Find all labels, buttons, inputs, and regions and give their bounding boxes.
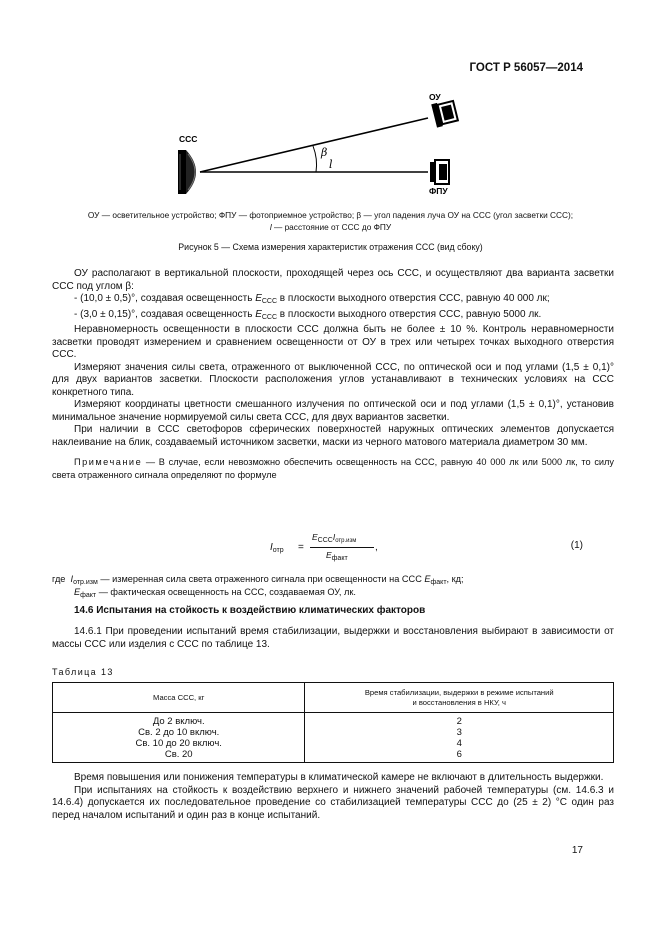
formula-i: I: [270, 542, 273, 553]
formula: [270, 530, 410, 566]
note-title: Примечание: [74, 457, 143, 467]
label-l: l: [329, 158, 333, 171]
w1-e-sub: факт: [430, 579, 447, 586]
ou-device-shape: [431, 99, 458, 128]
w2-symbol: E: [74, 587, 81, 597]
header-time-line2: и восстановления в НКУ, ч: [412, 697, 506, 707]
formula-numerator: [312, 532, 356, 544]
cell-time: 6: [305, 749, 614, 763]
note: [52, 456, 614, 481]
p2-end: в плоскости выходного отверстия ССС, равную 40 000 лк;: [277, 293, 550, 304]
num-i: I: [332, 532, 336, 542]
table-row: [53, 727, 614, 738]
fpu-device-shape: [430, 160, 449, 184]
table-header-mass: Масса ССС, кг: [53, 683, 305, 713]
legend-line-1: ОУ — осветительное устройство; ФПУ — фотоприемное устройство; β — угол падения луча ОУ на ССС (угол засветки ССС);: [87, 210, 574, 220]
figure-caption: Рисунок 5 — Схема измерения характеристик отражения ССС (вид сбоку): [178, 242, 483, 252]
den-e: E: [326, 550, 332, 560]
note-text: — В случае, если невозможно обеспечить освещенность на ССС, равную 40 000 лк или 5000 лк, то силу света отраженного сигнала определяют по формуле: [52, 457, 614, 480]
w1-unit: , кд;: [446, 574, 464, 584]
after-p1: Время повышения или понижения температуры в климатической камере не включают в длительность выдержки.: [74, 772, 604, 783]
w1-symbol: I: [70, 574, 74, 584]
table-13: [52, 682, 614, 763]
formula-i-sub: отр: [272, 547, 284, 554]
where-word: где: [52, 574, 66, 584]
after-p2: При испытаниях на стойкость к воздействию верхнего и нижнего значений рабочей температуры (см. 14.6.3 и 14.6.4) допускается их последовательное проведение со стабилизацией температуры ССС до (25 ± 2) °С один раз перед началом испытаний и один раз в конце испытаний.: [52, 784, 614, 821]
page-number: 17: [571, 845, 583, 856]
label-fpu: ФПУ: [429, 186, 448, 196]
paragraph-6: Измеряют координаты цветности смешанного излучения по оптической оси и под углами (1,5 ± 0,1)°, установив минимальное значение нормируемой силы света ССС, для двух вариантов засветки.: [52, 399, 614, 423]
section-p1: 14.6.1 При проведении испытаний время стабилизации, выдержки и восстановления выбирают в зависимости от массы ССС или изделия с ССС по таблице 13.: [52, 626, 614, 650]
p3-end: в плоскости выходного отверстия ССС, равную 5000 лк.: [277, 308, 542, 320]
fraction-bar: [310, 547, 374, 548]
beta-angle-arc: [313, 146, 317, 172]
formula-number: (1): [570, 540, 583, 551]
cell-time: 4: [305, 738, 614, 749]
standard-header: ГОСТ Р 56057—2014: [469, 62, 583, 74]
label-ccc: ССС: [179, 134, 198, 144]
formula-lhs: [270, 542, 284, 554]
cell-mass: До 2 включ.: [53, 713, 305, 728]
p2-e-symbol: E: [255, 293, 262, 304]
formula-comma: ,: [375, 542, 378, 553]
section-paragraph: [52, 626, 614, 651]
legend-l-symbol: l: [269, 222, 272, 232]
cell-mass: Св. 10 до 20 включ.: [53, 738, 305, 749]
cell-time: 2: [305, 713, 614, 728]
num-e: E: [312, 532, 318, 542]
p3-e-symbol: E: [255, 308, 262, 320]
formula-denominator: [326, 550, 348, 562]
cell-time: 3: [305, 727, 614, 738]
den-e-sub: факт: [331, 555, 348, 562]
paragraph-3: [52, 309, 614, 325]
figure-legend: [40, 209, 621, 233]
paragraph-7: При наличии в ССС светофоров сферических поверхностей наружных оптических элементов допускается наклеивание на блик, создаваемый источником засветки, маски из черного матового материала диаметром 30 мм.: [52, 424, 614, 448]
p3-e-sub: ССС: [261, 313, 278, 321]
w1-sub: отр.изм: [73, 579, 98, 586]
ou-beam-line: [200, 118, 428, 172]
paragraph-5: Измеряют значения силы света, отраженного от выключенной ССС, по оптической оси и под углами (1,5 ± 0,1)° для двух вариантов засветки. Плоскости расположения углов устанавливают в технических условиях на ССС конкретного типа.: [52, 361, 614, 398]
label-beta: β: [321, 146, 328, 159]
legend-l-text: — расстояние от ССС до ФПУ: [271, 222, 392, 232]
w1-e: E: [424, 574, 431, 584]
w2-text: — фактическая освещенность на ССС, создаваемая ОУ, лк.: [96, 587, 356, 597]
paragraph-4: Неравномерность освещенности в плоскости ССС должна быть не более ± 10 %. Контроль неравномерности засветки проводят измерением и сравнением освещенности от ОУ в трех или четырех точках выходного отверстия ССС.: [52, 324, 614, 360]
paragraph-1: ОУ располагают в вертикальной плоскости, проходящей через ось ССС, и осуществляют два варианта засветки ССС под углом β:: [52, 268, 614, 292]
formula-equals: =: [298, 542, 304, 553]
w1-text: — измеренная сила света отраженного сигнала при освещенности на ССС: [97, 574, 425, 584]
num-e-sub: ССС: [317, 537, 333, 544]
table-row: [53, 713, 614, 728]
body-text: [52, 268, 614, 481]
cell-mass: Св. 2 до 10 включ.: [53, 727, 305, 738]
header-time-line1: Время стабилизации, выдержки в режиме испытаний: [364, 687, 554, 697]
measurement-diagram: [60, 82, 620, 207]
p2-e-sub: ССС: [261, 298, 278, 305]
after-table-text: [52, 772, 614, 822]
paragraph-2: [52, 293, 614, 309]
label-ou: ОУ: [429, 92, 441, 102]
p2-start: - (10,0 ± 0,5)°, создавая освещенность: [74, 293, 256, 304]
w2-sub: факт: [80, 592, 97, 599]
where-line-2: [74, 586, 356, 602]
ccc-device-shape: [178, 150, 196, 194]
table-row: [53, 738, 614, 749]
section-title: 14.6 Испытания на стойкость к воздействию климатических факторов: [74, 605, 426, 616]
legend-line-2: [40, 221, 621, 233]
table-header-time: [305, 683, 614, 713]
table-row: [53, 749, 614, 763]
table-caption: Таблица 13: [52, 667, 114, 677]
p3-start: - (3,0 ± 0,15)°, создавая освещенность: [74, 308, 256, 320]
cell-mass: Св. 20: [53, 749, 305, 763]
num-i-sub: отр.изм: [335, 538, 357, 544]
